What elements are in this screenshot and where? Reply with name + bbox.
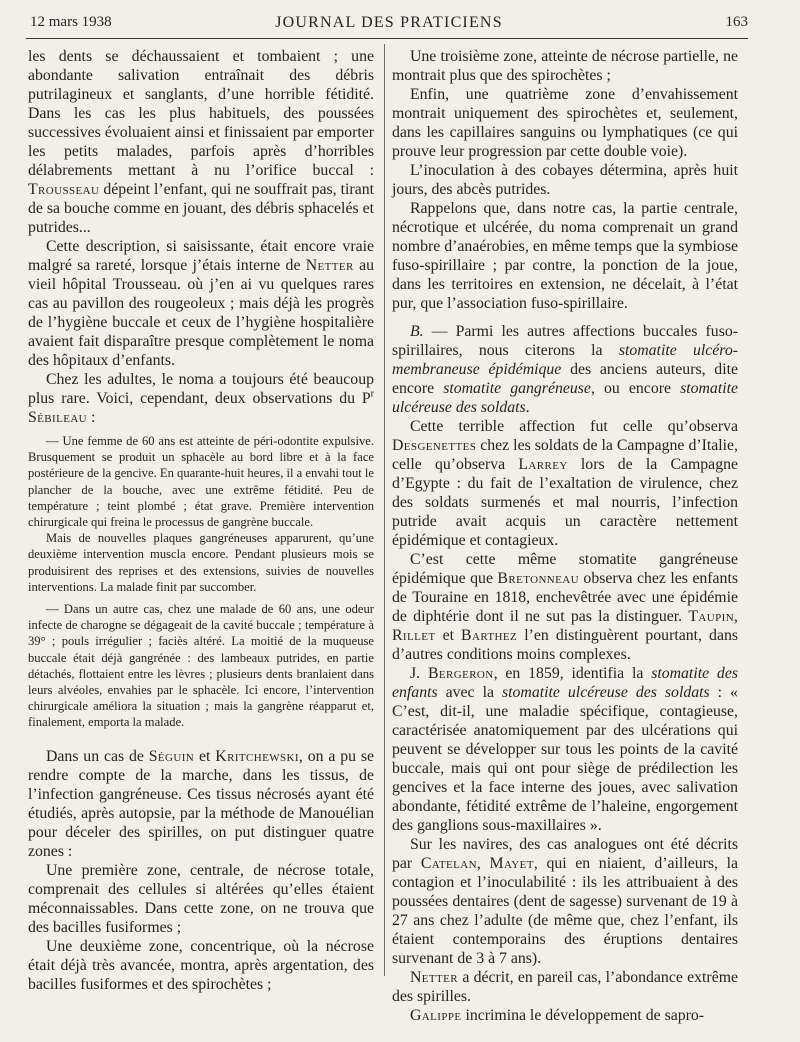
paragraph: Une deuxième zone, concentrique, où la nécrose était déjà très avancée, montra, après argentation, des bacilles fusiformes et des spirochètes ; [28,937,374,993]
section-label: B. [410,323,424,340]
author-name: Kritchewski [215,747,299,765]
paragraph: Rappelons que, dans notre cas, la partie centrale, nécrotique et ulcérée, du noma comprenait un grand nombre d’anaérobies, en même temps que la symbiose fuso-spirillaire ; par contre, la ponction de la joue, dans les territoires en extension, ne décelait, à l’état pur, que l’association fuso-spirillaire. [392,200,738,312]
paragraph: Sur les navires, des cas analogues ont été décrits par Catelan, Mayet, qui en niaient, d’ailleurs, la contagion et l’inoculabilité : ils les attribuaient à des poussées dentaires (dent de sagesse) survenant de 19 à 27 ans chez l’adulte (de même que, chez l’enfant, ils étaient contemporains des éruptions dentaires survenant de 3 à 7 ans). [392,836,738,967]
author-name: Larrey [518,456,568,473]
author-name: Bergeron [427,665,494,682]
observation-one: — Une femme de 60 ans est atteinte de péri-odontite expulsive. Brusquement se produit un sphacèle au bord libre et à la face postérieure de la gencive. En quarante-huit heures, il a envahi tout le plancher de la bouche, avec une extrême fétidité. Peu de température ; teint plombé ; état grave. Première intervention chirurgicale qui freina le processus de gangrène buccale. [28,434,374,530]
paragraph: Galippe incrimina le développement de sapro- [410,1007,705,1024]
author-name: Netter [410,969,459,986]
header-rule [26,38,748,39]
paragraph: Netter a décrit, en pareil cas, l’abondance extrême des spirilles. [392,969,738,1005]
author-name: Galippe [410,1007,462,1024]
author-name: Trousseau [28,181,100,198]
observation-one-continued: Mais de nouvelles plaques gangréneuses apparurent, qu’une deuxième intervention muscla encore. Pendant plusieurs mois se produisirent des reprises et des extensions, suivies de nouvelles interventions. La malade finit par succomber. [28,531,374,594]
page-number: 163 [725,14,748,30]
column-divider [384,44,385,976]
paragraph: Enfin, une quatrième zone d’envahissement montrait uniquement des spirochètes et, seulement, dans les capillaires sanguins ou lymphatiques (ce qui prouve leur progression par cette double voie). [392,86,738,160]
paragraph: Cette terrible affection fut celle qu’observa Desgenettes chez les soldats de la Campagne d’Italie, celle qu’observa Larrey lors de la Campagne d’Egypte : du fait de l’exaltation de virulence, chez des soldats surmenés et mal nourris, l’infection putride avait acquis un caractère nettement épidémique et contagieux. [392,418,739,549]
left-column [28,47,374,994]
paragraph: Cette description, si saisissante, était encore vraie malgré sa rareté, lorsque j’étais interne de Netter au vieil hôpital Trousseau. où j’en ai vu quelques rares cas au pavillon des rougeoleux ; mais déjà les progrès de l’hygiène buccale et ceux de l’hygiène hospitalière avaient fait disparaître presque complètement le noma des hôpitaux d’enfants. [28,238,374,369]
paragraph: Une première zone, centrale, de nécrose totale, comprenait des cellules si altérées qu’elles étaient méconnaissables. Dans cette zone, on ne trouva que des bacilles fusiformes ; [28,861,374,936]
observation-two: — Dans un autre cas, chez une malade de 60 ans, une odeur infecte de charogne se dégageait de la cavité buccale ; température à 39° ; pouls irrégulier ; faciès altéré. La moitié de la muqueuse buccale était déjà gangrénée : des lambeaux putrides, en partie détachés, flottaient entre les lèvres ; plusieurs dents branlaient dans leurs alvéoles, envahies par le sphacèle. Ici encore, l’intervention chirurgicale améliora la situation ; mais la gangrène réapparut et, finalement, emporta la malade. [28,602,374,730]
paragraph: les dents se déchaussaient et tombaient ; une abondante salivation entraînait des débris putrilagineux et sanglants, d’une horrible fétidité. Dans les cas les plus habituels, des poussées successives évoluaient ainsi et finissaient par emporter les petits malades, parfois après d’horribles délabrements mettant à nu l’orifice buccal : Trousseau dépeint l’enfant, qui ne souffrait pas, tirant de sa bouche comme en jouant, des débris sphacelés et putrides... [28,48,374,236]
paragraph: Chez les adultes, le noma a toujours été beaucoup plus rare. Voici, cependant, deux observations du $P^r$ Sébileau : [28,371,374,426]
paragraph: Une troisième zone, atteinte de nécrose partielle, ne montrait plus que des spirochètes ; [392,48,738,84]
paragraph: Dans un cas de Séguin et Kritchewski, on a pu se rendre compte de la marche, dans les tissus, de l’infection gangréneuse. Ces tissus nécrosés ayant été étudiés, après autopsie, par la méthode de Manouélian pour déceler des spirilles, on put distinguer quatre zones : [28,747,375,860]
author-name: Mayet [489,855,534,872]
paragraph: J. Bergeron, en 1859, identifia la stomatite des enfants avec la stomatite ulcéreuse des soldats : « C’est, dit-il, une maladie spécifique, contagieuse, caractérisée anatomiquement par des ulcérations qui peuvent se développer sur tous les points de la cavité buccale, mais qui ont pour siège de prédilection les gencives et la face interne des joues, avec salivation abondante, fétidité extrême de l’haleine, engorgement des ganglions sous-maxillaires ». [392,665,738,834]
journal-title: JOURNAL DES PRATICIENS [275,14,503,31]
author-name: Rillet [392,627,436,644]
paragraph: L’inoculation à des cobayes détermina, après huit jours, des abcès putrides. [392,162,738,198]
author-name: Barthez [461,627,518,644]
author-name: Sébileau [28,409,88,426]
author-name: Taupin [688,608,735,625]
author-name: Bretonneau [497,570,579,587]
author-name: Desgenettes [392,437,477,454]
author-name: Catelan [420,855,477,872]
author-name: Netter [305,257,354,274]
paragraph: B. — Parmi les autres affections buccales fuso-spirillaires, nous citerons la stomatite ulcéro-membraneuse épidémique des anciens auteurs, dite encore stomatite gangréneuse, ou encore stomatite ulcéreuse des soldats. [392,323,739,416]
paragraph: C’est cette même stomatite gangréneuse épidémique que Bretonneau observa chez les enfants de Touraine en 1818, enchevêtrée avec une épidémie de diphtérie dont il ne sut pas la distinguer. Taupin, Rillet et Barthez l’en distinguèrent pourtant, dans d’autres conditions moins complexes. [392,551,738,663]
running-header [30,14,748,36]
issue-date: 12 mars 1938 [30,14,112,30]
right-column [392,47,738,1025]
author-name: Séguin [148,747,195,765]
